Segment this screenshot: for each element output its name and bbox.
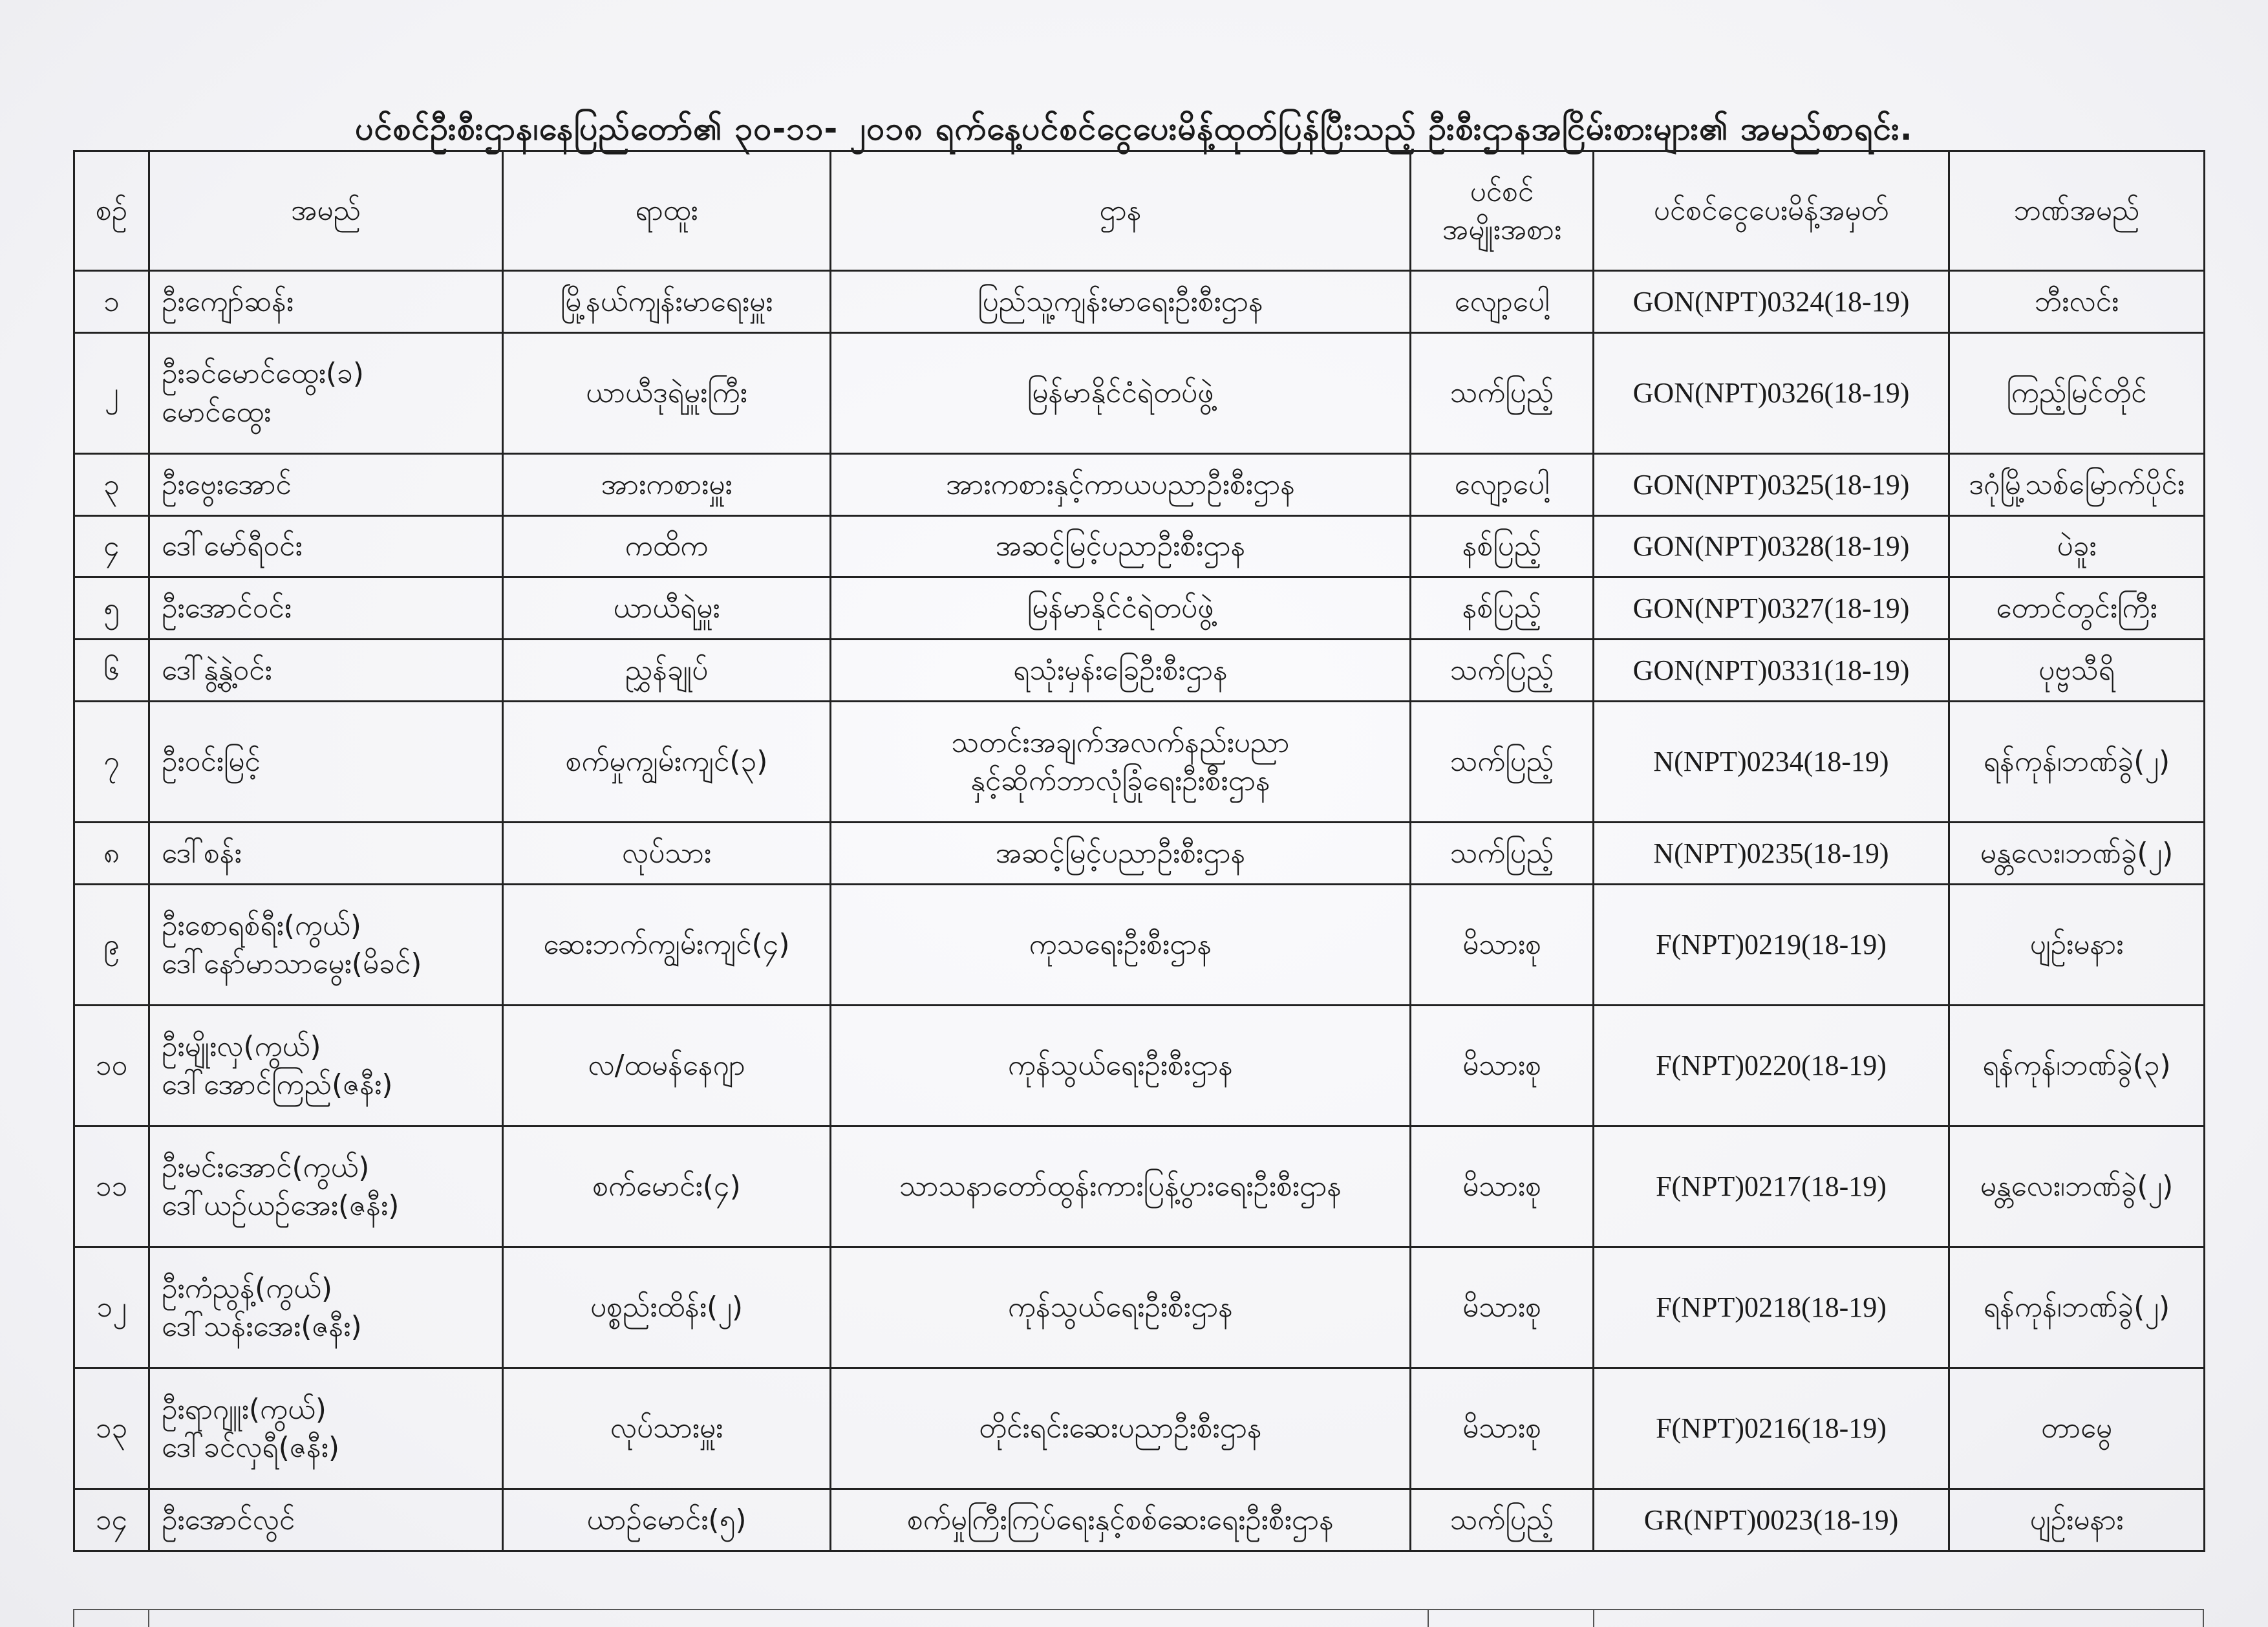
cell-name: ဒေါ်မော်ရီဝင်း bbox=[149, 515, 503, 577]
cell-name: ဦးစောရစ်ရီး(ကွယ်) ဒေါ်နော်မာသာမွေး(မိခင်) bbox=[149, 884, 503, 1005]
cell-no: ၁၀ bbox=[74, 1005, 149, 1126]
cell-pension-type: မိသားစု bbox=[1411, 1368, 1594, 1489]
table-body bbox=[74, 271, 2205, 1551]
cell-position: ယာဉ်မောင်း(၅) bbox=[503, 1489, 831, 1551]
cell-position: စက်မှုကျွမ်းကျင်(၃) bbox=[503, 702, 831, 823]
cell-department: မြန်မာနိုင်ငံရဲတပ်ဖွဲ့ bbox=[831, 577, 1411, 640]
cell-pension-type: သက်ပြည့် bbox=[1411, 823, 1594, 885]
table-row bbox=[74, 577, 2205, 640]
header-bank: ဘဏ်အမည် bbox=[1949, 151, 2205, 271]
cell-no: ၁၂ bbox=[74, 1247, 149, 1368]
cell-pension-code: GON(NPT)0328(18-19) bbox=[1594, 515, 1949, 577]
table-row bbox=[74, 1247, 2205, 1368]
cell-pension-type: သက်ပြည့် bbox=[1411, 1489, 1594, 1551]
cell-name: ဦးမင်းအောင်(ကွယ်) ဒေါ်ယဉ်ယဉ်အေး(ဇနီး) bbox=[149, 1126, 503, 1247]
next-table-divider bbox=[1593, 1609, 1594, 1627]
cell-no: ၁ bbox=[74, 271, 149, 333]
cell-pension-code: N(NPT)0235(18-19) bbox=[1594, 823, 1949, 885]
next-table-divider bbox=[1428, 1609, 1429, 1627]
table-header-row bbox=[74, 151, 2205, 271]
cell-no: ၁၁ bbox=[74, 1126, 149, 1247]
cell-name: ဦးရာဂျူး(ကွယ်) ဒေါ်ခင်လှရီ(ဇနီး) bbox=[149, 1368, 503, 1489]
cell-no: ၆ bbox=[74, 640, 149, 702]
cell-position: လုပ်သားမှူး bbox=[503, 1368, 831, 1489]
cell-no: ၇ bbox=[74, 702, 149, 823]
cell-bank: မန္တလေး၊ဘဏ်ခွဲ(၂) bbox=[1949, 1126, 2205, 1247]
cell-pension-code: GON(NPT)0331(18-19) bbox=[1594, 640, 1949, 702]
header-department: ဌာန bbox=[831, 151, 1411, 271]
cell-department: ကုသရေးဦးစီးဌာန bbox=[831, 884, 1411, 1005]
cell-bank: ဒဂုံမြို့သစ်မြောက်ပိုင်း bbox=[1949, 453, 2205, 515]
cell-pension-code: F(NPT)0217(18-19) bbox=[1594, 1126, 1949, 1247]
cell-pension-type: လျော့ပေါ့ bbox=[1411, 271, 1594, 333]
header-name: အမည် bbox=[149, 151, 503, 271]
table-row bbox=[74, 1126, 2205, 1247]
cell-pension-type: မိသားစု bbox=[1411, 884, 1594, 1005]
cell-bank: ပျဉ်းမနား bbox=[1949, 884, 2205, 1005]
cell-position: ဆေးဘက်ကျွမ်းကျင်(၄) bbox=[503, 884, 831, 1005]
cell-pension-type: သက်ပြည့် bbox=[1411, 332, 1594, 453]
cell-department: ရသုံးမှန်းခြေဦးစီးဌာန bbox=[831, 640, 1411, 702]
cell-bank: ပျဉ်းမနား bbox=[1949, 1489, 2205, 1551]
cell-pension-code: GON(NPT)0327(18-19) bbox=[1594, 577, 1949, 640]
cell-pension-code: GON(NPT)0324(18-19) bbox=[1594, 271, 1949, 333]
cell-bank: တာမွေ bbox=[1949, 1368, 2205, 1489]
cell-name: ဦးခင်မောင်ထွေး(ခ) မောင်ထွေး bbox=[149, 332, 503, 453]
table-row bbox=[74, 453, 2205, 515]
cell-name: ဦးအောင်ဝင်း bbox=[149, 577, 503, 640]
cell-position: ယာယီဒုရဲမှူးကြီး bbox=[503, 332, 831, 453]
cell-department: သတင်းအချက်အလက်နည်းပညာ နှင့်ဆိုက်ဘာလုံခြုံရေးဦးစီးဌာန bbox=[831, 702, 1411, 823]
cell-bank: ဘီးလင်း bbox=[1949, 271, 2205, 333]
cell-pension-type: မိသားစု bbox=[1411, 1126, 1594, 1247]
cell-bank: ပဲခူး bbox=[1949, 515, 2205, 577]
cell-no: ၃ bbox=[74, 453, 149, 515]
cell-position: မြို့နယ်ကျန်းမာရေးမှူး bbox=[503, 271, 831, 333]
cell-department: ပြည်သူ့ကျန်းမာရေးဦးစီးဌာန bbox=[831, 271, 1411, 333]
next-table-divider bbox=[148, 1609, 149, 1627]
table-row bbox=[74, 1368, 2205, 1489]
cell-bank: ပုဗ္ဗသီရိ bbox=[1949, 640, 2205, 702]
cell-position: ကထိက bbox=[503, 515, 831, 577]
next-table-divider bbox=[2203, 1609, 2204, 1627]
pension-table bbox=[73, 150, 2205, 1552]
cell-pension-code: F(NPT)0219(18-19) bbox=[1594, 884, 1949, 1005]
cell-pension-type: နစ်ပြည့် bbox=[1411, 577, 1594, 640]
cell-pension-code: N(NPT)0234(18-19) bbox=[1594, 702, 1949, 823]
cell-pension-type: သက်ပြည့် bbox=[1411, 702, 1594, 823]
cell-pension-code: GON(NPT)0325(18-19) bbox=[1594, 453, 1949, 515]
cell-bank: ရန်ကုန်၊ဘဏ်ခွဲ(၂) bbox=[1949, 702, 2205, 823]
cell-no: ၉ bbox=[74, 884, 149, 1005]
cell-pension-code: F(NPT)0216(18-19) bbox=[1594, 1368, 1949, 1489]
cell-no: ၅ bbox=[74, 577, 149, 640]
table-row bbox=[74, 823, 2205, 885]
cell-position: ညွှန်ချုပ် bbox=[503, 640, 831, 702]
cell-no: ၈ bbox=[74, 823, 149, 885]
cell-position: လ/ထမန်နေဂျာ bbox=[503, 1005, 831, 1126]
cell-position: ပစ္စည်းထိန်း(၂) bbox=[503, 1247, 831, 1368]
cell-position: လုပ်သား bbox=[503, 823, 831, 885]
cell-position: စက်မောင်း(၄) bbox=[503, 1126, 831, 1247]
header-pension-code: ပင်စင်ငွေပေးမိန့်အမှတ် bbox=[1594, 151, 1949, 271]
cell-department: စက်မှုကြီးကြပ်ရေးနှင့်စစ်ဆေးရေးဦးစီးဌာန bbox=[831, 1489, 1411, 1551]
cell-pension-type: နစ်ပြည့် bbox=[1411, 515, 1594, 577]
table-row bbox=[74, 1005, 2205, 1126]
table-row bbox=[74, 332, 2205, 453]
table-row bbox=[74, 702, 2205, 823]
cell-bank: တောင်တွင်းကြီး bbox=[1949, 577, 2205, 640]
document-title: ပင်စင်ဦးစီးဌာန၊နေပြည်တော်၏ ၃၀-၁၁- ၂၀၁၈ ရက်နေ့ပင်စင်ငွေပေးမိန့်ထုတ်ပြန်ပြီးသည့် ဦးစီးဌာနအငြိမ်းစားများ၏ အမည်စာရင်း. bbox=[355, 110, 1913, 147]
table-row bbox=[74, 271, 2205, 333]
cell-bank: ရန်ကုန်၊ဘဏ်ခွဲ(၂) bbox=[1949, 1247, 2205, 1368]
next-table-edge bbox=[73, 1609, 2203, 1610]
header-pension-type: ပင်စင် အမျိုးအစား bbox=[1411, 151, 1594, 271]
cell-department: တိုင်းရင်းဆေးပညာဦးစီးဌာန bbox=[831, 1368, 1411, 1489]
cell-department: မြန်မာနိုင်ငံရဲတပ်ဖွဲ့ bbox=[831, 332, 1411, 453]
cell-pension-type: မိသားစု bbox=[1411, 1005, 1594, 1126]
cell-no: ၂ bbox=[74, 332, 149, 453]
table-row bbox=[74, 1489, 2205, 1551]
cell-no: ၁၄ bbox=[74, 1489, 149, 1551]
next-table-divider bbox=[73, 1609, 74, 1627]
cell-name: ဒေါ်နွဲ့နွဲ့ဝင်း bbox=[149, 640, 503, 702]
cell-department: အဆင့်မြင့်ပညာဦးစီးဌာန bbox=[831, 515, 1411, 577]
cell-no: ၄ bbox=[74, 515, 149, 577]
cell-pension-code: GR(NPT)0023(18-19) bbox=[1594, 1489, 1949, 1551]
cell-bank: ကြည့်မြင်တိုင် bbox=[1949, 332, 2205, 453]
cell-name: ဦးကံညွန့်(ကွယ်) ဒေါ်သန်းအေး(ဇနီး) bbox=[149, 1247, 503, 1368]
cell-no: ၁၃ bbox=[74, 1368, 149, 1489]
header-no: စဉ် bbox=[74, 151, 149, 271]
cell-bank: မန္တလေး၊ဘဏ်ခွဲ(၂) bbox=[1949, 823, 2205, 885]
cell-name: ဦးအောင်လွင် bbox=[149, 1489, 503, 1551]
cell-name: ဦးဗွေးအောင် bbox=[149, 453, 503, 515]
cell-bank: ရန်ကုန်၊ဘဏ်ခွဲ(၃) bbox=[1949, 1005, 2205, 1126]
cell-department: အဆင့်မြင့်ပညာဦးစီးဌာန bbox=[831, 823, 1411, 885]
cell-pension-type: သက်ပြည့် bbox=[1411, 640, 1594, 702]
cell-department: သာသနာတော်ထွန်းကားပြန့်ပွားရေးဦးစီးဌာန bbox=[831, 1126, 1411, 1247]
cell-name: ဦးမျိုးလှ(ကွယ်) ဒေါ်အောင်ကြည်(ဇနီး) bbox=[149, 1005, 503, 1126]
cell-name: ဦးဝင်းမြင့် bbox=[149, 702, 503, 823]
cell-name: ဒေါ်စန်း bbox=[149, 823, 503, 885]
cell-pension-code: GON(NPT)0326(18-19) bbox=[1594, 332, 1949, 453]
cell-position: ယာယီရဲမှူး bbox=[503, 577, 831, 640]
table-row bbox=[74, 640, 2205, 702]
table-row bbox=[74, 884, 2205, 1005]
cell-department: အားကစားနှင့်ကာယပညာဦးစီးဌာန bbox=[831, 453, 1411, 515]
cell-position: အားကစားမှူး bbox=[503, 453, 831, 515]
cell-name: ဦးကျော်ဆန်း bbox=[149, 271, 503, 333]
cell-pension-type: မိသားစု bbox=[1411, 1247, 1594, 1368]
cell-department: ကုန်သွယ်ရေးဦးစီးဌာန bbox=[831, 1005, 1411, 1126]
cell-department: ကုန်သွယ်ရေးဦးစီးဌာန bbox=[831, 1247, 1411, 1368]
cell-pension-code: F(NPT)0218(18-19) bbox=[1594, 1247, 1949, 1368]
header-position: ရာထူး bbox=[503, 151, 831, 271]
table-row bbox=[74, 515, 2205, 577]
cell-pension-code: F(NPT)0220(18-19) bbox=[1594, 1005, 1949, 1126]
cell-pension-type: လျော့ပေါ့ bbox=[1411, 453, 1594, 515]
